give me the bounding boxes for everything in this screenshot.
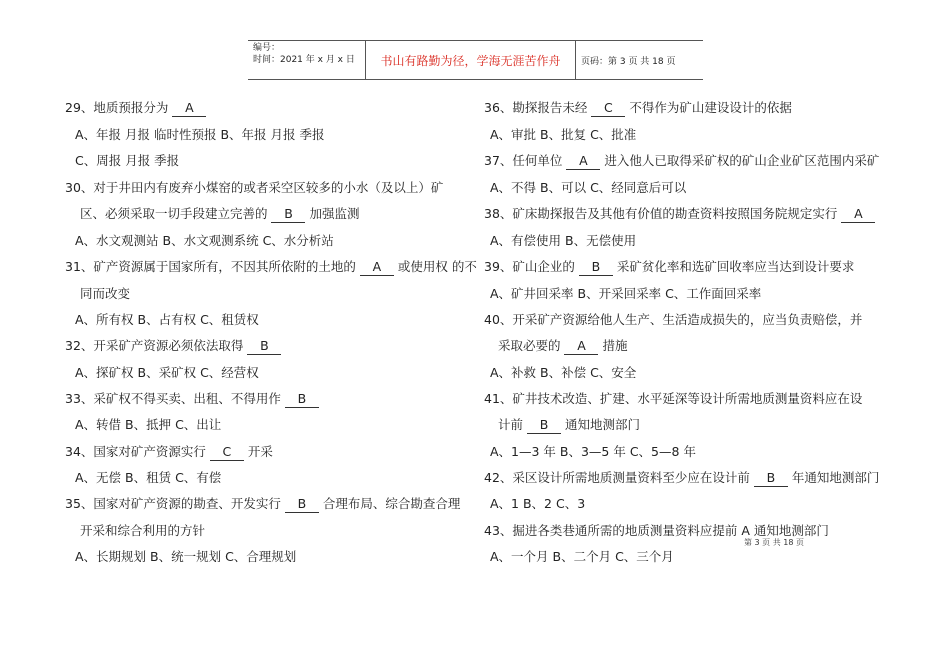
left-line-17: 开采和综合利用的方针 <box>80 523 206 538</box>
right-line-9: 40、开采矿产资源给他人生产、生活造成损失的，应当负责赔偿，并 <box>484 312 863 327</box>
question-text-after: 不得作为矿山建设设计的依据 <box>625 100 792 115</box>
right-line-10 <box>498 338 627 355</box>
answer-blank: C <box>591 100 625 117</box>
question-text: 38、矿床勘探报告及其他有价值的勘查资料按照国务院规定实行 <box>484 206 842 221</box>
answer-blank: A <box>564 338 598 355</box>
header-page-info: 页码：第 3 页 共 18 页 <box>581 56 676 67</box>
question-text: 29、地质预报分为 <box>65 100 173 115</box>
answer-blank: B <box>527 417 561 434</box>
question-text: 42、采区设计所需地质测量资料至少应在设计前 <box>484 470 754 485</box>
right-line-2: A、审批 B、批复 C、批准 <box>490 127 637 142</box>
left-line-10 <box>65 338 281 355</box>
question-text: 32、开采矿产资源必须依法取得 <box>65 338 248 353</box>
question-text-after: 措施 <box>598 338 628 353</box>
question-text: 34、国家对矿产资源实行 <box>65 444 210 459</box>
question-text: 区、必须采取一切手段建立完善的 <box>80 206 272 221</box>
right-line-18: A、一个月 B、二个月 C、三个月 <box>490 549 674 564</box>
time-label: 时间：2021 年 x 月 x 日 <box>253 55 355 65</box>
left-line-6: A、水文观测站 B、水文观测系统 C、水分析站 <box>75 233 334 248</box>
answer-blank: B <box>754 470 788 487</box>
answer-blank: B <box>247 338 281 355</box>
question-text: 采取必要的 <box>498 338 565 353</box>
right-line-1 <box>484 100 792 117</box>
page-footer: 第 3 页 共 18 页 <box>744 538 804 547</box>
page-header <box>248 40 703 80</box>
right-line-7 <box>484 259 854 276</box>
question-text: 35、国家对矿产资源的勘查、开发实行 <box>65 496 285 511</box>
question-text: 31、矿产资源属于国家所有，不因其所依附的土地的 <box>65 259 360 274</box>
right-line-12: 41、矿井技术改造、扩建、水平延深等设计所需地质测量资料应在设 <box>484 391 863 406</box>
answer-blank: A <box>566 153 600 170</box>
question-text: 计前 <box>498 417 527 432</box>
right-line-17: 43、掘进各类巷通所需的地质测量资料应提前 A 通知地测部门 <box>484 523 829 538</box>
right-line-8: A、矿井回采率 B、开采回采率 C、工作面回采率 <box>490 286 762 301</box>
answer-blank: C <box>210 444 244 461</box>
answer-blank: B <box>285 496 319 513</box>
left-line-4: 30、对于井田内有废弃小煤窑的或者采空区较多的小水（及以上）矿 <box>65 180 444 195</box>
left-line-15: A、无偿 B、租赁 C、有偿 <box>75 470 222 485</box>
answer-blank: B <box>579 259 613 276</box>
answer-blank: A <box>360 259 394 276</box>
right-line-5 <box>484 206 875 223</box>
left-line-5 <box>80 206 359 223</box>
right-line-4: A、不得 B、可以 C、经同意后可以 <box>490 180 687 195</box>
question-text-after: 采矿贫化率和选矿回收率应当达到设计要求 <box>612 259 855 274</box>
left-line-18: A、长期规划 B、统一规划 C、合理规划 <box>75 549 297 564</box>
left-line-1 <box>65 100 206 117</box>
left-line-12 <box>65 391 319 408</box>
question-text: 37、任何单位 <box>484 153 567 168</box>
question-text-after: 进入他人已取得采矿权的矿山企业矿区范围内采矿 <box>600 153 880 168</box>
right-line-3 <box>484 153 879 170</box>
right-line-11: A、补救 B、补偿 C、安全 <box>490 365 637 380</box>
left-line-13: A、转借 B、抵押 C、出让 <box>75 417 222 432</box>
header-meta <box>248 41 366 79</box>
question-text-after: 通知地测部门 <box>560 417 640 432</box>
right-line-14: A、1—3 年 B、3—5 年 C、5—8 年 <box>490 444 696 459</box>
right-line-6: A、有偿使用 B、无偿使用 <box>490 233 637 248</box>
answer-blank: B <box>285 391 319 408</box>
answer-blank: A <box>841 206 875 223</box>
left-line-2: A、年报 月报 临时性预报 B、年报 月报 季报 <box>75 127 325 142</box>
question-text-after: 加强监测 <box>305 206 360 221</box>
left-line-9: A、所有权 B、占有权 C、租赁权 <box>75 312 259 327</box>
header-motto: 书山有路勤为径，学海无涯苦作舟 <box>366 41 576 79</box>
answer-blank: B <box>271 206 305 223</box>
right-line-13 <box>498 417 640 434</box>
question-text-after: 合理布局、综合勘查合理 <box>318 496 461 511</box>
question-text: 36、勘探报告未经 <box>484 100 592 115</box>
question-text-after: 开采 <box>243 444 273 459</box>
left-line-16 <box>65 496 460 513</box>
left-line-14 <box>65 444 273 461</box>
left-line-11: A、探矿权 B、采矿权 C、经营权 <box>75 365 259 380</box>
question-text: 33、采矿权不得买卖、出租、不得用作 <box>65 391 285 406</box>
left-line-7 <box>65 259 477 276</box>
answer-blank: A <box>172 100 206 117</box>
question-text-after: 或使用权 的不 <box>393 259 477 274</box>
code-label: 编号： <box>253 43 281 53</box>
left-line-8: 同而改变 <box>80 286 131 301</box>
right-line-16: A、1 B、2 C、3 <box>490 496 586 511</box>
question-text: 39、矿山企业的 <box>484 259 579 274</box>
left-line-3: C、周报 月报 季报 <box>75 153 180 168</box>
right-line-15 <box>484 470 879 487</box>
question-text-after: 年通知地测部门 <box>787 470 880 485</box>
